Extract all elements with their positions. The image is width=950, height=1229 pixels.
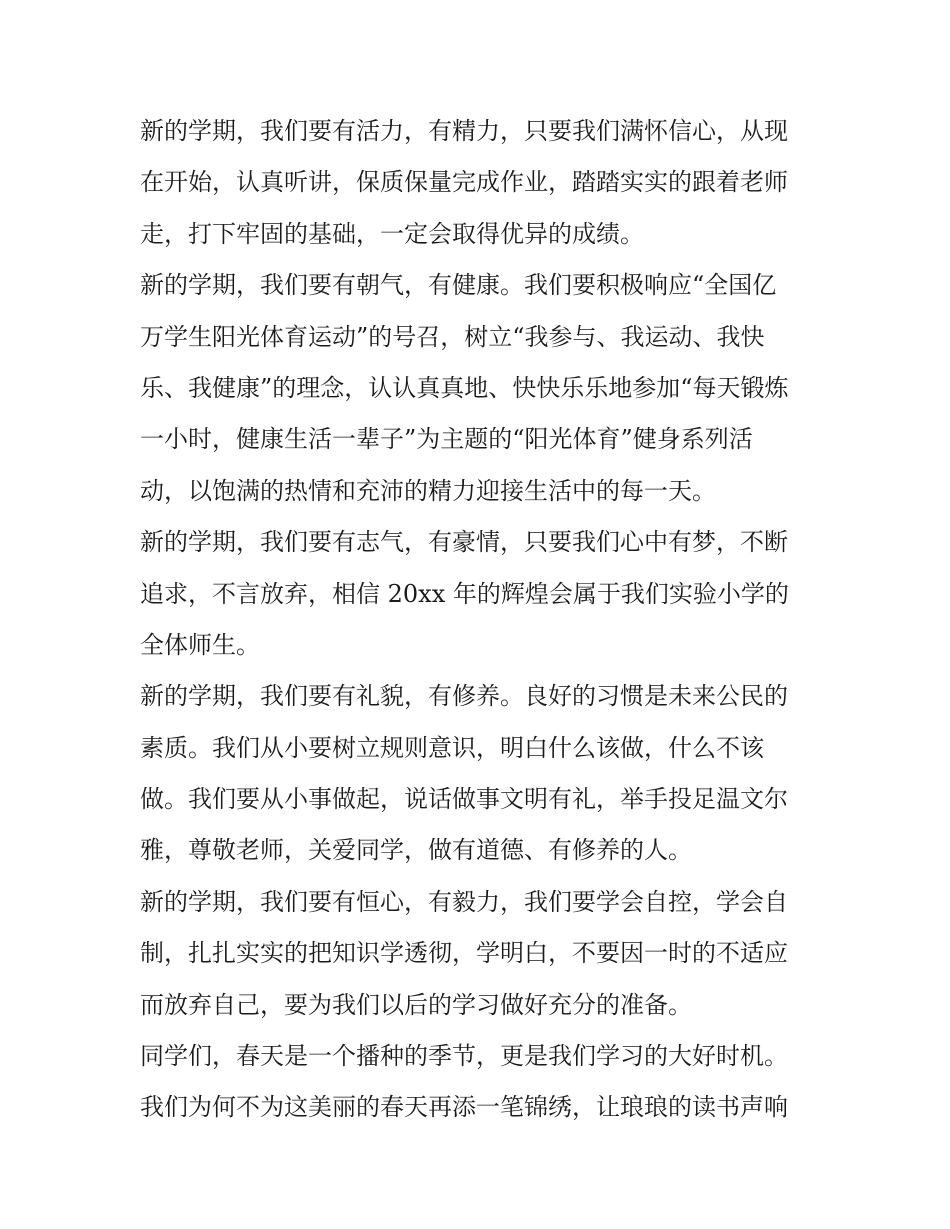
- text-line: 雅，尊敬老师，关爱同学，做有道德、有修养的人。: [140, 836, 692, 865]
- text-line: 万学生阳光体育运动”的号召，树立“我参与、我运动、我快: [140, 322, 765, 351]
- text-line: 全体师生。: [140, 630, 260, 659]
- text-line: 在开始，认真听讲，保质保量完成作业，踏踏实实的跟着老师: [140, 168, 788, 197]
- text-line: 素质。我们从小要树立规则意识，明白什么该做，什么不该: [140, 733, 764, 762]
- body-text: [140, 106, 820, 1134]
- text-line: 做。我们要从小事做起，说话做事文明有礼，举手投足温文尔: [140, 785, 788, 814]
- text-line: 追求，不言放弃，相信 20xx 年的辉煌会属于我们实验小学的: [140, 579, 789, 608]
- text-line: 新的学期，我们要有礼貌，有修养。良好的习惯是未来公民的: [140, 682, 788, 711]
- text-line: 走，打下牢固的基础，一定会取得优异的成绩。: [140, 219, 644, 248]
- text-line: 新的学期，我们要有志气，有豪情，只要我们心中有梦，不断: [140, 528, 788, 557]
- text-line: 新的学期，我们要有恒心，有毅力，我们要学会自控，学会自: [140, 887, 788, 916]
- text-line: 同学们，春天是一个播种的季节，更是我们学习的大好时机。: [140, 1042, 788, 1071]
- text-line: 而放弃自己，要为我们以后的学习做好充分的准备。: [140, 990, 692, 1019]
- text-line: 新的学期，我们要有活力，有精力，只要我们满怀信心，从现: [140, 117, 788, 145]
- text-line: 乐、我健康”的理念，认认真真地、快快乐乐地参加“每天锻炼: [140, 373, 789, 402]
- text-line: 一小时，健康生活一辈子”为主题的“阳光体育”健身系列活: [140, 425, 753, 454]
- text-line: 制，扎扎实实的把知识学透彻，学明白，不要因一时的不适应: [140, 939, 788, 968]
- text-line: 动，以饱满的热情和充沛的精力迎接生活中的每一天。: [140, 476, 716, 505]
- text-line: 我们为何不为这美丽的春天再添一笔锦绣，让琅琅的读书声响: [140, 1093, 788, 1122]
- text-line: 新的学期，我们要有朝气，有健康。我们要积极响应“全国亿: [140, 271, 777, 300]
